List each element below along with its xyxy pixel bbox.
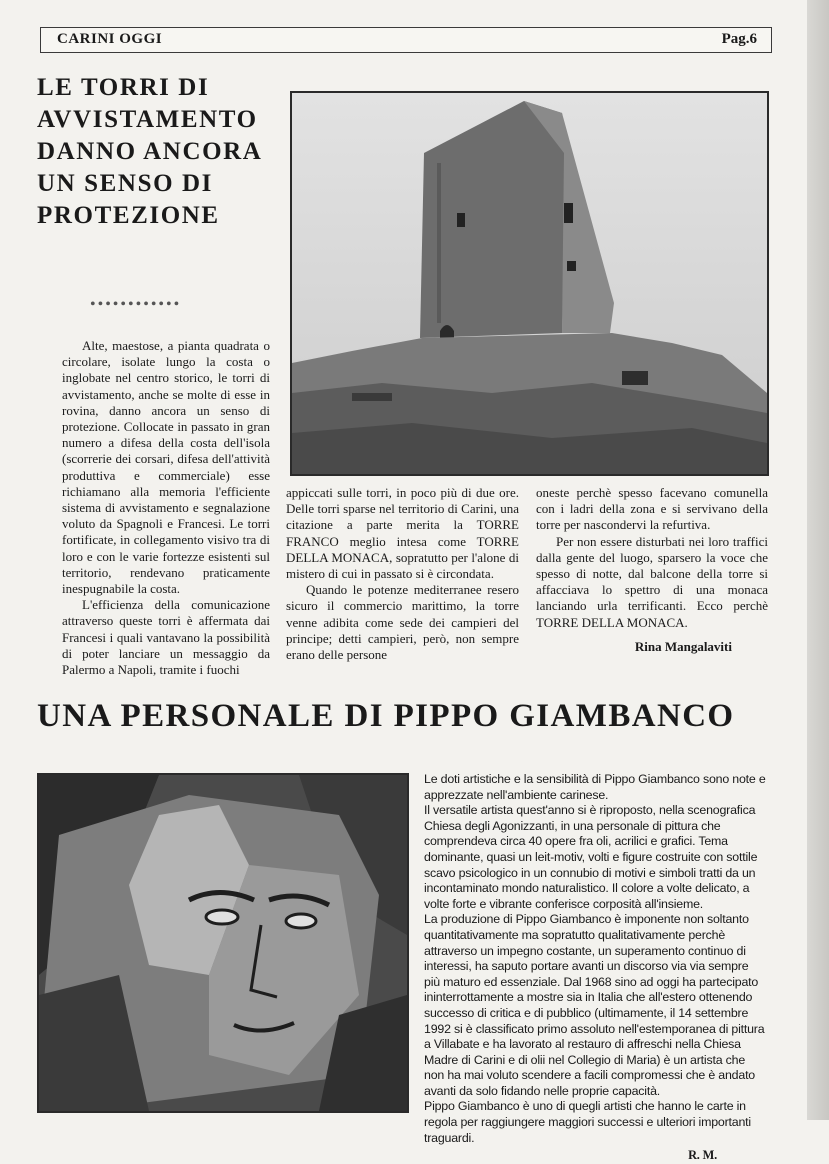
paragraph: appiccati sulle torri, in poco più di due ore. Delle torri sparse nel territorio di Carini, una citazione a parte merita la TORRE FRANCO meglio intesa come TORRE DELLA MONACA, sopratutto per l'alone di mistero di cui in passato si è circondata. bbox=[286, 485, 519, 582]
paragraph: La produzione di Pippo Giambanco è imponente non soltanto quantitativamente ma sopratutto qualitativamente perchè attraverso un impegno costante, un superamento continuo di interessi, ha saputo portare avanti un discorso via via sempre più maturo ed essenziale. Dal 1968 sino ad oggi ha partecipato ininterrottamente a mostre sia in Italia che all'estero ottenendo successo di critica e di pubblico (ultimamente, il 14 settembre 1992 si è classificato primo assoluto nell'estemporanea di pittura a Villabate e ha lavorato al restauro di affreschi nella Chiesa Madre di Carini e di olii nel Collegio di Maria) è un artista che non ha mai voluto scendere a facili compromessi che è andato avanti da solo fidando nelle proprie capacità. bbox=[424, 912, 765, 1098]
tower-illustration bbox=[292, 93, 767, 474]
ornament-divider: •••••••••••• bbox=[90, 296, 182, 313]
portrait-painting bbox=[37, 773, 409, 1113]
paragraph: Il versatile artista quest'anno si è riproposto, nella scenografica Chiesa degli Agonizzanti, in una personale di pittura che comprendeva circa 40 opere fra oli, acrilici e grafici. Tema dominante, quasi un leit-motiv, volti e figure costruite con sottile scavo psicologico in un connubio di motivi e simboli tratti da un incontaminato mondo naturalistico. Il colore a volte delicato, a volte forte e vibrante conferisce corposità all'insieme. bbox=[424, 803, 758, 911]
paragraph: Per non essere disturbati nei loro traffici dalla gente del luogo, sparsero la voce che spesso di notte, dal balcone della torre si affacciava lo spettro di una monaca lanciando urla terrificanti. Ecco perchè TORRE DELLA MONACA. bbox=[536, 533, 768, 630]
article-column-1 bbox=[62, 338, 270, 678]
author-signature: Rina Mangalaviti bbox=[634, 638, 732, 654]
portrait-illustration bbox=[39, 775, 407, 1111]
tower-photo bbox=[290, 91, 769, 476]
article-headline-towers: LE TORRI DI AVVISTAMENTO DANNO ANCORA UN SENSO DI PROTEZIONE bbox=[37, 74, 262, 229]
magazine-title: CARINI OGGI bbox=[57, 31, 163, 47]
article-column-3 bbox=[536, 485, 768, 655]
article-column-exhibition bbox=[424, 772, 767, 1164]
author-initials: R. M. bbox=[688, 1148, 717, 1163]
paragraph: oneste perchè spesso facevano comunella con i ladri della zona e si servivano della torre per nascondervi la refurtiva. bbox=[536, 485, 768, 533]
page-edge bbox=[807, 0, 829, 1120]
paragraph: Le doti artistiche e la sensibilità di Pippo Giambanco sono note e apprezzate nell'ambiente carinese. bbox=[424, 772, 766, 802]
paragraph: L'efficienza della comunicazione attraverso queste torri è affermata dai Francesi i quali vantavano la possibilità di poter lanciare un messaggio da Palermo a Napoli, tramite i fuochi bbox=[62, 597, 270, 678]
paragraph: Pippo Giambanco è uno di quegli artisti che hanno le carte in regola per raggiungere maggiori successi e ulteriori importanti traguardi. bbox=[424, 1099, 751, 1145]
page-number: Pag.6 bbox=[721, 31, 757, 47]
paragraph: Quando le potenze mediterranee resero sicuro il commercio marittimo, la torre venne adibita come sede dei campieri del principe; detti campieri, però, non sempre erano delle persone bbox=[286, 582, 519, 663]
page-header bbox=[40, 27, 772, 53]
article-headline-exhibition: UNA PERSONALE DI PIPPO GIAMBANCO bbox=[37, 698, 735, 734]
article-column-2 bbox=[286, 485, 519, 663]
paragraph: Alte, maestose, a pianta quadrata o circolare, isolate lungo la costa o inglobate nel centro storico, le torri di avvistamento, anche se molte di esse in rovina, danno ancora un senso di protezione. Collocate in passato in gran numero a difesa della costa dell'isola (scorrerie dei corsari, difesa dell'attività produttiva e commerciale) esse richiamano alla memoria l'efficiente sistema di avvistamento e segnalazione voluto da Spagnoli e Francesi. Le torri fortificate, in collegamento visivo tra di loro e con le varie fortezze esistenti sul territorio, rendevano praticamente inespugnabile la costa. bbox=[62, 338, 270, 597]
